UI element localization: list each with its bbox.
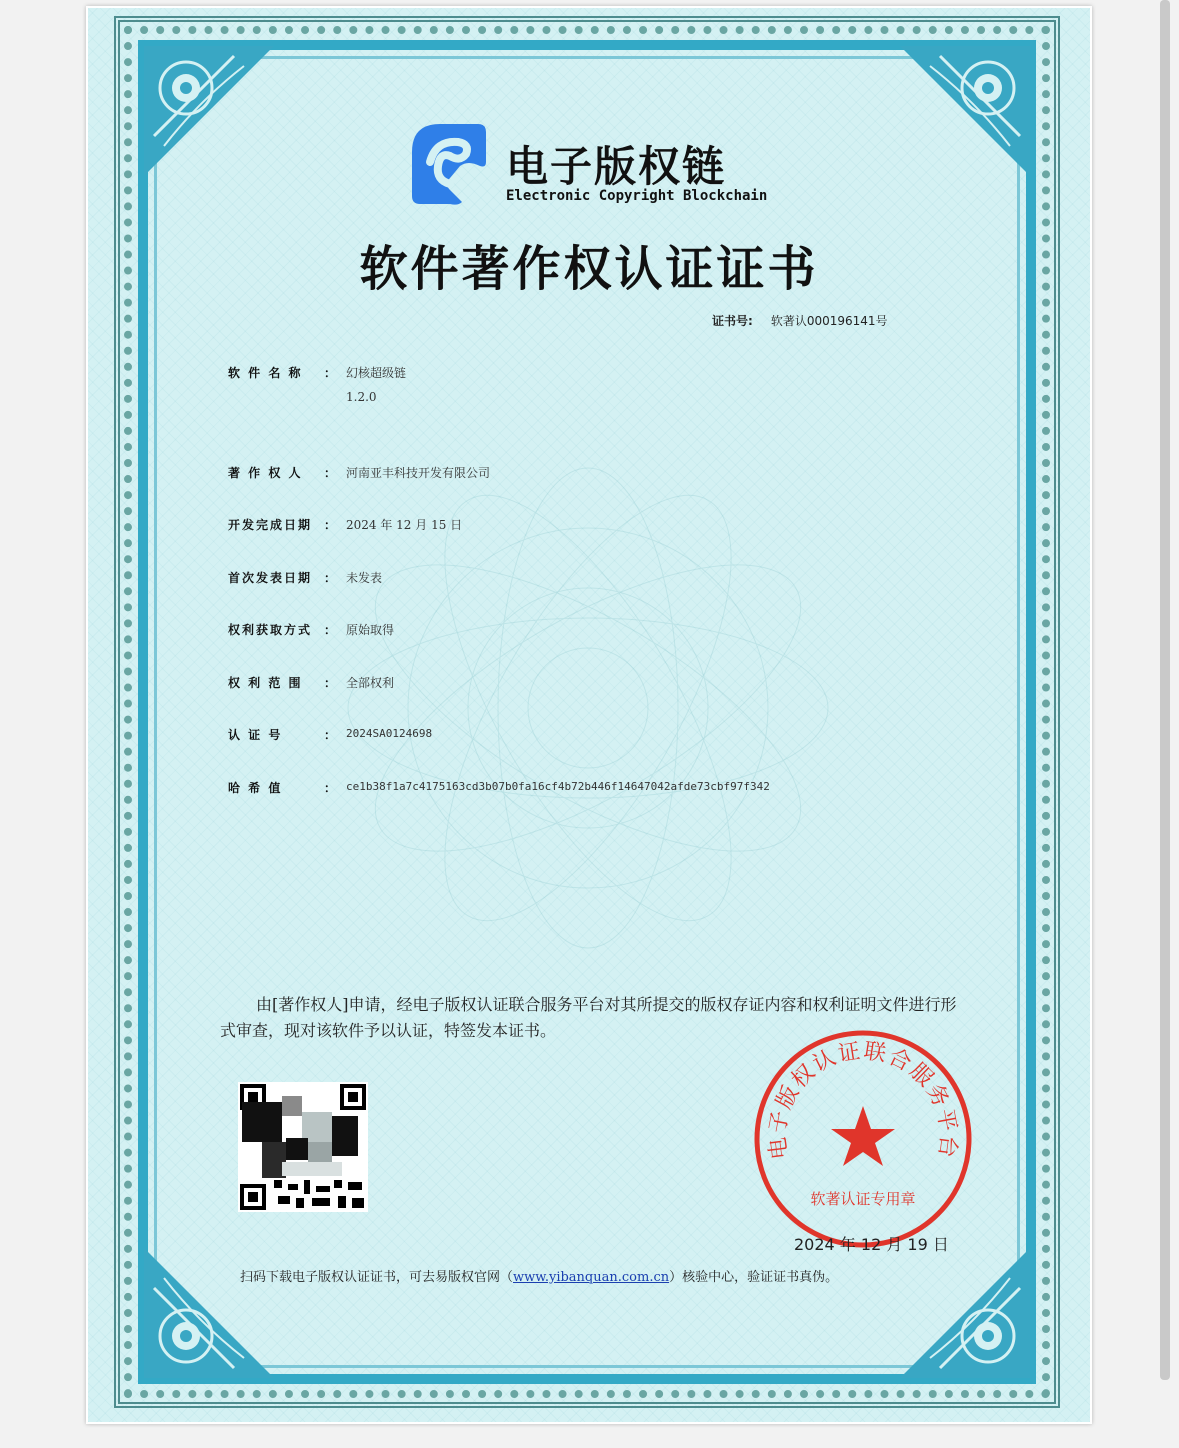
verification-note xyxy=(240,1266,838,1285)
acquisition-method-colon: ： xyxy=(324,623,337,637)
certification-number-colon: ： xyxy=(324,728,337,742)
hash-colon: ： xyxy=(324,781,337,795)
acquisition-method-value: 原始取得 xyxy=(346,623,395,637)
software-version-value: 1.2.0 xyxy=(346,390,377,404)
official-seal xyxy=(750,1026,976,1252)
rights-scope-colon: ： xyxy=(324,676,337,690)
electronic-copyright-logo-icon xyxy=(410,122,488,206)
corner-ornament-top-right xyxy=(900,46,1030,176)
software-name-value: 幻核超级链 xyxy=(346,366,407,380)
brand-subtitle: Electronic Copyright Blockchain xyxy=(506,188,768,204)
certificate-number-label: 证书号: xyxy=(712,314,753,328)
software-name-colon: ： xyxy=(324,366,337,380)
copyright-owner-label: 著 作 权 人 xyxy=(228,466,303,480)
completion-date-colon: ： xyxy=(324,518,337,532)
guilloche-rosette xyxy=(328,428,848,988)
rights-scope-label: 权 利 范 围 xyxy=(228,676,303,690)
verification-note-suffix: ）核验中心，验证证书真伪。 xyxy=(669,1270,839,1285)
completion-date-value: 2024 年 12 月 15 日 xyxy=(346,518,463,532)
certificate-page xyxy=(86,6,1092,1424)
scrollbar[interactable] xyxy=(1160,0,1170,1380)
verification-note-prefix: 扫码下载电子版权认证证书，可去易版权官网（ xyxy=(240,1270,514,1285)
certificate-number-value: 软著认000196141号 xyxy=(770,314,888,328)
software-name-label: 软 件 名 称 xyxy=(228,366,303,380)
first-publish-date-colon: ： xyxy=(324,571,337,585)
hash-value: ce1b38f1a7c4175163cd3b07b0fa16cf4b72b446f14647042afde73cbf97f342 xyxy=(346,780,770,793)
hash-label: 哈 希 值 xyxy=(228,781,283,795)
certification-number-value: 2024SA0124698 xyxy=(346,727,433,740)
certificate xyxy=(88,8,1090,1422)
certificate-title: 软件著作权认证证书 xyxy=(359,241,819,297)
certification-statement: 由[著作权人]申请，经电子版权认证联合服务平台对其所提交的版权存证内容和权利证明文件进行形式审查，现对该软件予以认证，特签发本证书。 xyxy=(220,995,957,1040)
first-publish-date-value: 未发表 xyxy=(346,571,383,585)
acquisition-method-label: 权利获取方式 xyxy=(228,623,313,637)
qr-code[interactable] xyxy=(238,1082,368,1212)
issue-date: 2024 年 12 月 19 日 xyxy=(794,1235,949,1254)
seal-purpose: 软著认证专用章 xyxy=(810,1190,916,1208)
brand-name: 电子版权链 xyxy=(506,142,727,191)
first-publish-date-label: 首次发表日期 xyxy=(228,571,313,585)
seal-org-name: 电子版权认证联合服务平台 xyxy=(765,1038,961,1161)
completion-date-label: 开发完成日期 xyxy=(228,518,313,532)
certificate-number xyxy=(712,312,888,329)
certification-number-label: 认 证 号 xyxy=(228,728,283,742)
copyright-owner-colon: ： xyxy=(324,466,337,480)
corner-ornament-top-left xyxy=(144,46,274,176)
corner-ornament-bottom-right xyxy=(900,1248,1030,1378)
copyright-owner-value: 河南亚丰科技开发有限公司 xyxy=(346,466,491,480)
yibanquan-link[interactable]: www.yibanquan.com.cn xyxy=(513,1270,670,1285)
rights-scope-value: 全部权利 xyxy=(346,676,395,690)
